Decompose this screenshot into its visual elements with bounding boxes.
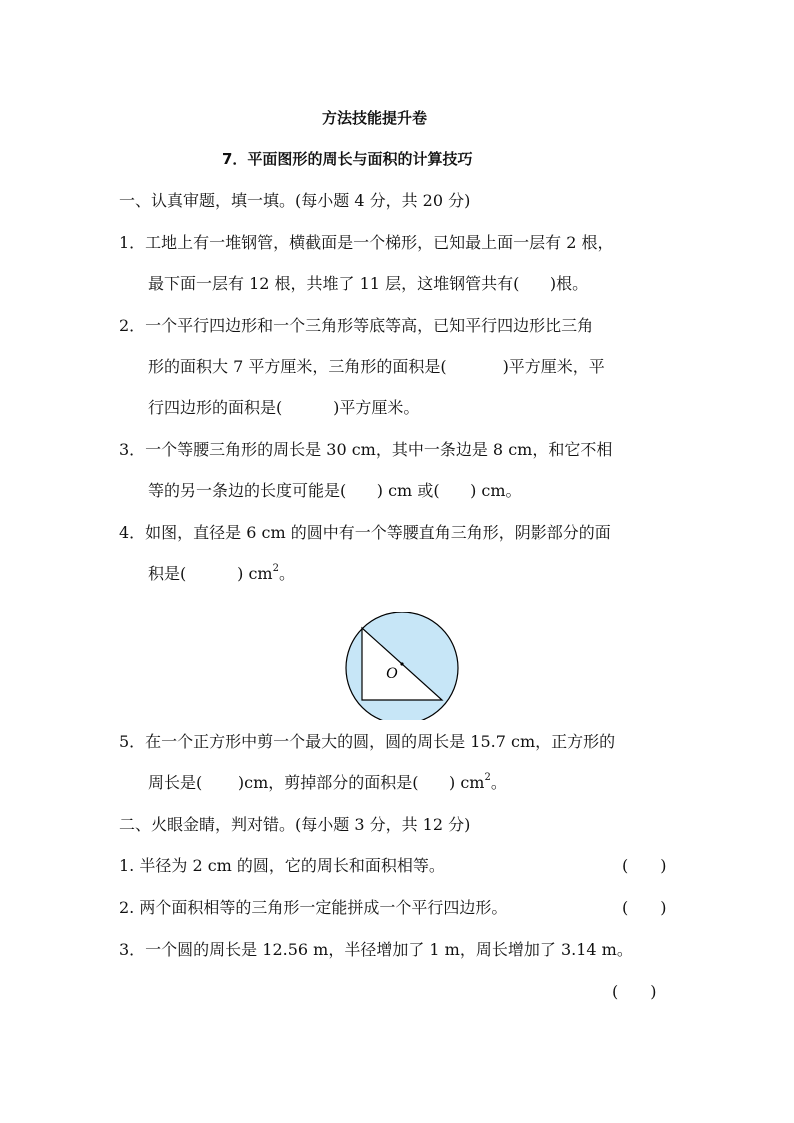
judge-item-2: 2. 两个面积相等的三角形一定能拼成一个平行四边形。 — [119, 898, 508, 917]
q1-line1: 1．工地上有一堆钢管，横截面是一个梯形，已知最上面一层有 2 根， — [119, 233, 614, 252]
q4-blank[interactable] — [186, 564, 237, 583]
q3-blank-1[interactable] — [346, 481, 377, 500]
q5-line2: 周长是( )cm，剪掉部分的面积是( ) $cm^2$。 — [148, 772, 507, 792]
section2-heading: 二、火眼金睛，判对错。(每小题 3 分，共 12 分) — [119, 815, 471, 834]
judge-item-3: 3．一个圆的周长是 12.56 m，半径增加了 1 m，周长增加了 3.14 m。 — [119, 940, 633, 959]
q4-line2: 积是( ) $cm^2$。 — [148, 563, 295, 583]
q2-line1: 2．一个平行四边形和一个三角形等底等高，已知平行四边形比三角 — [119, 316, 594, 335]
q2-blank-2[interactable] — [282, 398, 333, 417]
judge-item-1: 1. 半径为 2 cm 的圆，它的周长和面积相等。 — [119, 856, 445, 875]
q1-line2: 最下面一层有 12 根，共堆了 11 层，这堆钢管共有( )根。 — [148, 274, 589, 293]
page-subtitle: 7．平面图形的周长与面积的计算技巧 — [222, 150, 473, 168]
q2-line3: 行四边形的面积是( )平方厘米。 — [148, 398, 420, 417]
q3-blank-2[interactable] — [440, 481, 471, 500]
q1-blank[interactable] — [519, 274, 550, 293]
q5-blank-2[interactable] — [418, 773, 449, 792]
circle-triangle-figure — [340, 612, 464, 720]
judge-answer-2[interactable]: ( ) — [622, 898, 667, 917]
q4-line1: 4．如图，直径是 6 cm 的圆中有一个等腰直角三角形，阴影部分的面 — [119, 523, 611, 542]
center-label-o: O — [386, 665, 398, 682]
judge-answer-1[interactable]: ( ) — [622, 856, 667, 875]
q2-blank-1[interactable] — [447, 357, 503, 376]
center-point — [400, 662, 403, 665]
page-title: 方法技能提升卷 — [322, 109, 428, 127]
q3-line2: 等的另一条边的长度可能是( ) cm 或( ) cm。 — [148, 481, 522, 500]
q3-line1: 3．一个等腰三角形的周长是 30 cm，其中一条边是 8 cm，和它不相 — [119, 440, 613, 459]
q5-line1: 5．在一个正方形中剪一个最大的圆，圆的周长是 15.7 cm，正方形的 — [119, 732, 616, 751]
judge-answer-3[interactable]: ( ) — [612, 982, 657, 1001]
section1-heading: 一、认真审题，填一填。(每小题 4 分，共 20 分) — [119, 191, 471, 210]
q2-line2: 形的面积大 7 平方厘米，三角形的面积是( )平方厘米，平 — [148, 357, 605, 376]
q5-blank-1[interactable] — [202, 773, 238, 792]
